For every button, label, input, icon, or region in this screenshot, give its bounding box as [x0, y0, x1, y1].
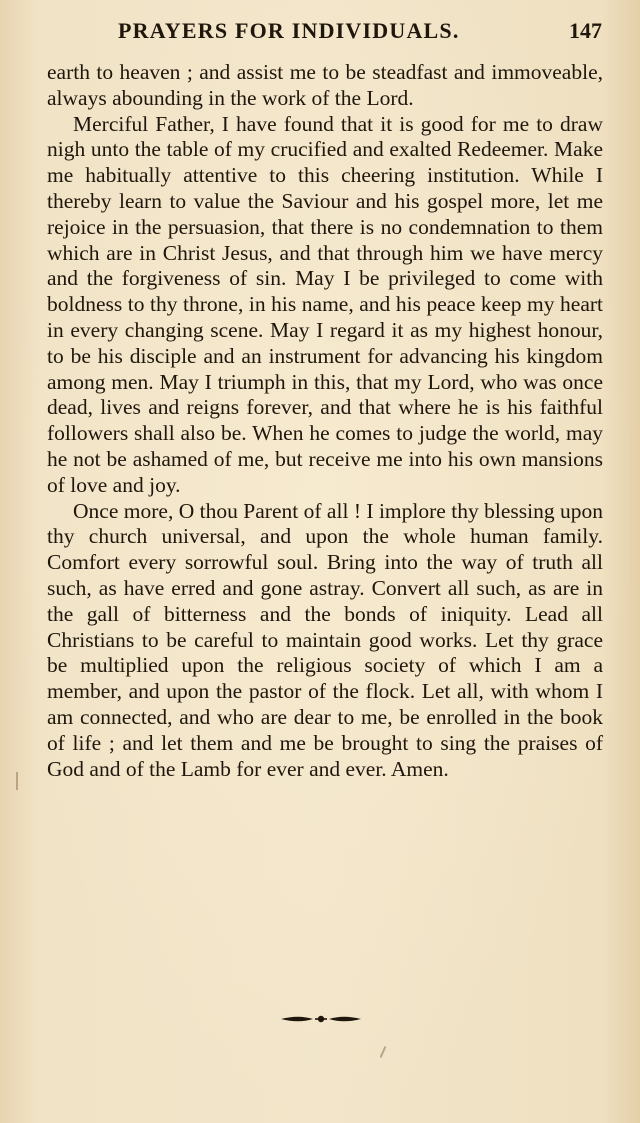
prayer-text: [47, 60, 603, 782]
stray-mark: [380, 1046, 387, 1058]
margin-mark: [16, 772, 18, 790]
section-end-ornament-icon: [279, 1012, 363, 1026]
paragraph-continuation: earth to heaven ; and assist me to be steadfast and immoveable, always abounding in the work of the Lord.: [47, 60, 603, 110]
page-header: [118, 18, 602, 52]
paragraph-merciful-father: Merciful Father, I have found that it is good for me to draw nigh unto the table of my crucified and exalted Redeemer. Make me habitually attentive to this cheering institution. While I thereby learn to value the Saviour and his gospel more, let me rejoice in the persuasion, that there is no condemnation to them which are in Christ Jesus, and that through him we have mercy and the forgiveness of sin. May I be privileged to come with boldness to thy throne, in his name, and his peace keep my heart in every changing scene. May I regard it as my highest honour, to be his disciple and an instrument for advancing his kingdom among men. May I triumph in this, that my Lord, who was once dead, lives and reigns forever, and that where he is his faithful followers shall also be. When he comes to judge the world, may he not be ashamed of me, but receive me into his own mansions of love and joy.: [47, 111, 603, 497]
running-title: PRAYERS FOR INDIVIDUALS.: [118, 18, 460, 43]
paragraph-once-more: Once more, O thou Parent of all ! I implore thy blessing upon thy church universal, and upon the whole human family. Comfort every sorrowful soul. Bring into the way of truth all such, as have erred and gone astray. Convert all such, as are in the gall of bitterness and the bonds of iniquity. Lead all Christians to be careful to maintain good works. Let thy grace be multiplied upon the religious society of which I am a member, and upon the pastor of the flock. Let all, with whom I am connected, and who are dear to me, be enrolled in the book of life ; and let them and me be brought to sing the praises of God and of the Lamb for ever and ever. Amen.: [47, 498, 603, 781]
page-number: 147: [569, 18, 602, 43]
